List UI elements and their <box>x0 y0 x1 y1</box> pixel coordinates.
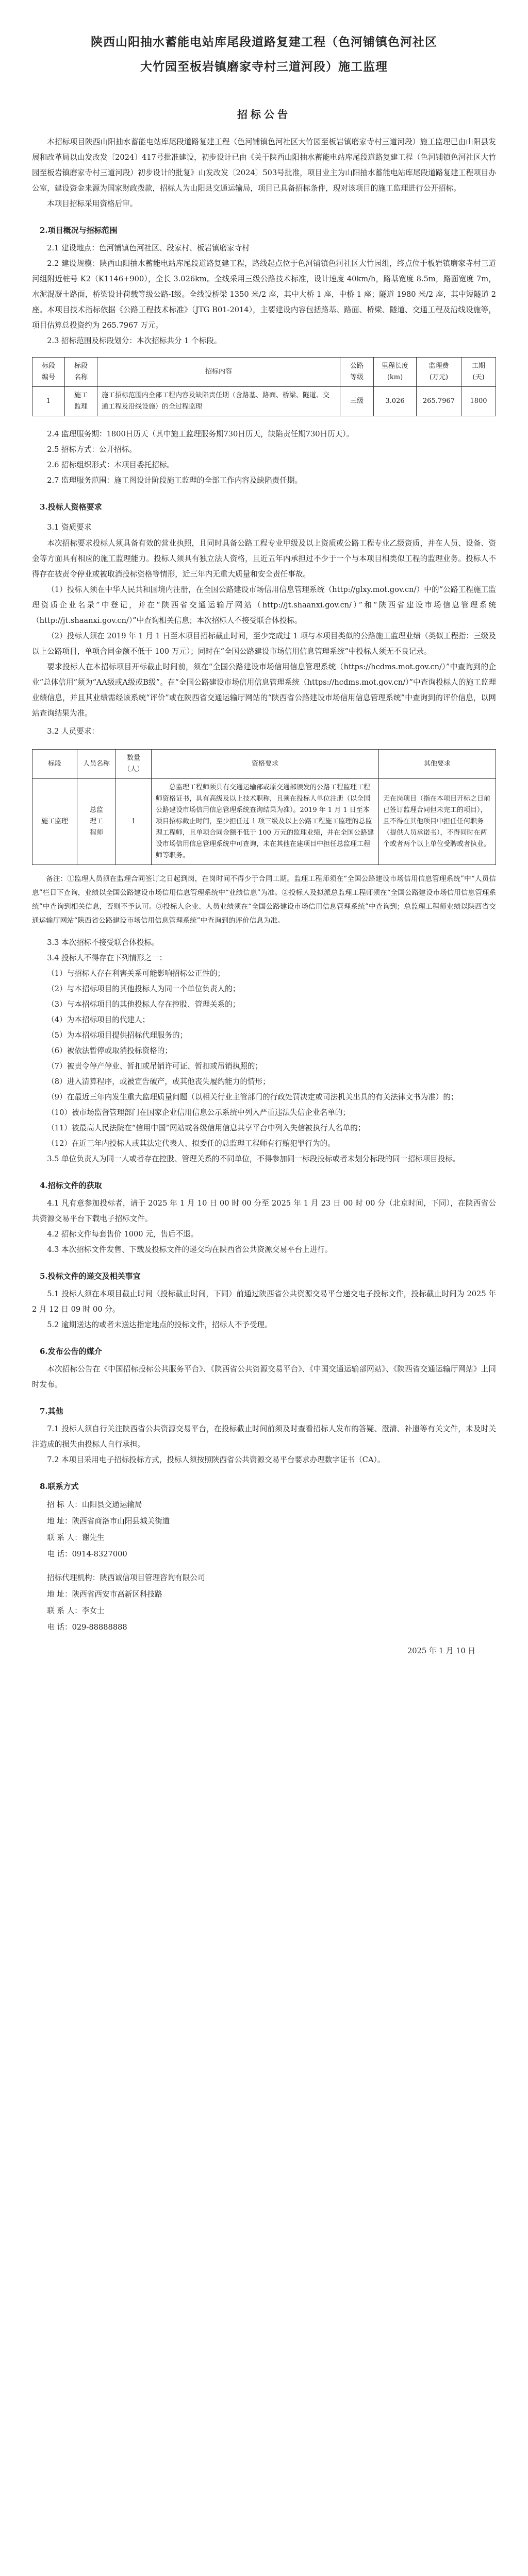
section-documents-heading: 4.招标文件的获取 <box>40 1181 102 1190</box>
section-project-overview-heading: 2.项目概况与招标范围 <box>40 226 118 235</box>
exclusion-item: 3.5 单位负责人为同一人或者存在控股、管理关系的不同单位，不得参加同一标段投标或者未划分标段的同一招标项目投标。 <box>47 1155 460 1163</box>
intro-paragraph-1: 本招标项目陕西山阳抽水蓄能电站库尾段道路复建工程（色河铺镇色河社区大竹园至板岩镇磨家寺村三道河段）施工监理已由山阳县发展和改革局以山发改发〔2024〕417号批准建设，初步设计已由《关于陕西山阳抽水蓄能电站库尾段道路复建工程（色河铺镇色河社区大竹园至板岩镇磨家寺村三道河段）初步设计的批复》山发改发〔2024〕503号批准，项目业主为山阳抽水蓄能电站库尾段道路复建工程项目办公室，建设资金来源为国家财政拨款，招标人为山阳县交通运输局，项目已具备招标条件，现对该项目的施工监理进行公开招标。 <box>32 138 496 193</box>
media-text: 本次招标公告在《中国招标投标公共服务平台》、《陕西省公共资源交易平台》、《中国交通运输部网站》、《陕西省交通运输厅网站》上同时发布。 <box>32 1365 496 1389</box>
exclusion-item: （6）被依法暂停或取消投标资格的； <box>47 1046 172 1055</box>
title-line-2: 大竹园至板岩镇磨家寺村三道河段）施工监理 <box>140 60 388 74</box>
section-contact-heading: 8.联系方式 <box>40 1482 79 1491</box>
table-cell: 1 <box>32 387 65 416</box>
exclusion-item: （10）被市场监督管理部门在国家企业信用信息公示系统中列入严重违法失信企业名单的； <box>47 1108 350 1117</box>
exclusion-item: （1）与招标人存在利害关系可能影响招标公正性的； <box>47 969 225 978</box>
agent-contact: 联 系 人：李女士 <box>47 1606 105 1615</box>
page-title <box>32 30 496 79</box>
table-header-cell: 工期 (天) <box>461 358 496 387</box>
personnel-table <box>32 749 496 865</box>
section-submission-heading: 5.投标文件的递交及相关事宜 <box>40 1272 141 1281</box>
table-header-cell: 人员名称 <box>77 750 116 779</box>
table-header-cell: 公路 等级 <box>340 358 374 387</box>
table-header-cell: 标段 名称 <box>65 358 97 387</box>
joint-bid-rule: 3.3 本次招标不接受联合体投标。 <box>47 938 159 947</box>
submission-item-2: 5.2 逾期送达的或者未送达指定地点的投标文件，招标人不予受理。 <box>47 1320 272 1329</box>
documents-item-2: 4.2 招标文件每套售价 1000 元，售后不退。 <box>47 1230 199 1239</box>
personnel-caption: 3.2 人员要求： <box>47 727 100 736</box>
table-cell: 施工监理 <box>32 779 77 865</box>
section-media-heading: 6.发布公告的媒介 <box>40 1347 102 1356</box>
agent-label: 招标代理机构： <box>47 1573 100 1582</box>
section-other-heading: 7.其他 <box>40 1406 63 1416</box>
tender-method: 2.5 招标方式：公开招标。 <box>47 445 137 454</box>
exclusion-item: （8）进入清算程序，或被宣告破产，或其他丧失履约能力的情形； <box>47 1077 270 1086</box>
exclusion-item: （9）在最近三年内发生重大监理质量问题（以相关行业主管部门的行政处罚决定或司法机关出具的有关法律文书为准）的； <box>47 1093 458 1101</box>
tender-organization: 2.6 招标组织形式：本项目委托招标。 <box>47 461 174 469</box>
project-scope: 2.3 招标范围及标段划分：本次招标共分 1 个标段。 <box>47 336 222 345</box>
qualification-paragraph-2: （1）投标人须在中华人民共和国境内注册，在全国公路建设市场信用信息管理系统（http://glxy.mot.gov.cn/）中的“公路工程施工监理资质企业名录”中登记，并在“陕西省交通运输厅网站（http://jt.shaanxi.gov.cn/）”和“陕西省建设市场信息管理系统（http://jt.shaanxi.gov.cn/）”中查询相关信息；本次招标人不接受联合体投标。 <box>32 585 496 625</box>
project-scale: 2.2 建设规模：陕西山阳抽水蓄能电站库尾段道路复建工程，路线起点位于色河铺镇色河社区大竹园组，终点位于板岩镇磨家寺村三道河组附近桩号 K2（K1146+900），全长 3.026km。全线采用三级公路技术标准，设计速度 40km/h，路基宽度 8.5m，路面宽度 7m，水泥混凝土路面，桥梁设计荷载等级公路-Ⅰ级。全线设桥梁 1350 米/2 座，其中大桥 1 座，中桥 1 座；隧道 1980 米/2 座，其中短隧道 2 座。本项目技术指标依据《公路工程技术标准》（JTG B01-2014），主要建设内容包括路基、路面、桥梁、隧道、交通工程及沿线设施等，项目估算总投资约为 265.7967 万元。 <box>32 259 496 330</box>
announcement-date: 2025 年 1 月 10 日 <box>407 1647 475 1655</box>
exclusion-intro: 3.4 投标人不得存在下列情形之一： <box>47 954 167 962</box>
tenderer-address: 地 址：陕西省商洛市山阳县城关街道 <box>47 1517 170 1526</box>
qualification-paragraph-4: 要求投标人在本招标项目开标截止时间前，须在“全国公路建设市场信用信息管理系统（https://hcdms.mot.gov.cn/）”中查询到的企业“总体信用”须为“AA级或A级或B级”。在“全国公路建设市场信用信息管理系统（https://hcdms.mot.gov.cn/）”中查询投标人的施工监理业绩信息，并且其业绩需经该系统“评价”或在陕西省交通运输厅网站的“陕西省公路建设市场信用信息管理系统”中查询到的评价信息，以网站查询结果为准。 <box>32 663 496 718</box>
page-subtitle: 招标公告 <box>237 108 291 121</box>
table-cell: 施工招标范围内全部工程内容及缺陷责任期（含路基、路面、桥梁、隧道、交通工程及沿线设施）的全过程监理 <box>97 387 340 416</box>
table-cell: 1800 <box>461 387 496 416</box>
submission-item-1: 5.1 投标人须在本项目截止时间（投标截止时间，下同）前通过陕西省公共资源交易平台递交电子投标文件，投标截止时间为 2025 年 2 月 12 日 09 时 00 分。 <box>32 1290 496 1314</box>
announcement-document <box>32 0 496 1659</box>
table-header-row <box>32 358 496 387</box>
exclusion-item: （7）被责令停产停业、暂扣或吊销许可证、暂扣或吊销执照的； <box>47 1062 263 1071</box>
table-header-cell: 招标内容 <box>97 358 340 387</box>
tenderer-line <box>32 1497 496 1513</box>
section-qualification-heading: 3.投标人资格要求 <box>40 502 102 512</box>
exclusion-item: （3）与本招标项目的其他投标人存在控股、管理关系的； <box>47 1000 240 1009</box>
agent-line <box>32 1570 496 1586</box>
qualification-paragraph-1: 本次招标要求投标人须具备有效的营业执照，且同时具备公路工程专业甲级及以上资质或公路工程专业乙级资质，并在人员、设备、资金等方面具有相应的施工监理能力。投标人须具有独立法人资格，且近五年内承担过不少于一个与本项目相类似工程的监理业务。投标人不得存在被责令停业或被取消投标资格等情形，近三年内无重大质量和安全责任事故。 <box>32 539 496 579</box>
table-cell: 施工 监理 <box>65 387 97 416</box>
tenderer-contact: 联 系 人：谢先生 <box>47 1533 105 1542</box>
documents-item-1: 4.1 凡有意参加投标者，请于 2025 年 1 月 10 日 00 时 00 分至 2025 年 1 月 23 日 00 时 00 分（北京时间，下同），在陕西省公共资源交易平台下载电子招标文件。 <box>32 1199 496 1223</box>
table-header-cell: 标段 编号 <box>32 358 65 387</box>
table-header-cell: 数量 （人） <box>116 750 152 779</box>
tenderer-name: 山阳县交通运输局 <box>81 1500 142 1509</box>
tenderer-phone: 电 话：0914-8327000 <box>47 1550 127 1558</box>
table-row <box>32 779 496 865</box>
table-cell: 1 <box>116 779 152 865</box>
table-cell: 总监理工程师须具有交通运输部或原交通部颁发的公路工程监理工程师资格证书，具有高级及以上技术职称，且须在投标人单位注册（以全国公路建设市场信用信息管理系统查询结果为准）。2019 年 1 月 1 日至本项目招标截止时间，至少担任过 1 项三级及以上公路工程施工监理的总监理工程师，且单项合同金额不低于 100 万元的监理业绩，并在全国公路建设市场信用信息管理系统中可查询，未在其他在建项目中担任总监理工程师等职务。 <box>152 779 379 865</box>
table-cell: 三级 <box>340 387 374 416</box>
table-row <box>32 387 496 416</box>
qualification-paragraph-3: （2）投标人须在 2019 年 1 月 1 日至本项目招标截止时间，至少完成过 1 项与本项目类似的公路施工监理业绩（类似工程指：三级及以上公路项目，单项合同金额不低于 100 万元）；同时在“全国公路建设市场信用信息管理系统”中投标人须无不良记录。 <box>32 632 496 656</box>
table-cell: 无在岗项目（指在本项目开标之日前已签订监理合同但未完工的项目），且不得在其他项目中担任任何职务（提供人员承诺书），不得同时在两个或者两个以上单位受聘或者执业。 <box>379 779 496 865</box>
table-cell: 265.7967 <box>417 387 461 416</box>
tender-sections-table <box>32 357 496 416</box>
service-period: 2.4 监理服务期：1800日历天（其中施工监理服务期730日历天，缺陷责任期730日历天）。 <box>47 430 354 438</box>
agent-address: 地 址：陕西省西安市高新区科技路 <box>47 1590 162 1599</box>
tenderer-label: 招 标 人： <box>47 1500 82 1509</box>
agent-phone: 电 话：029-88888888 <box>47 1623 127 1632</box>
service-scope: 2.7 监理服务范围：施工图设计阶段施工监理的全部工作内容及缺陷责任期。 <box>47 476 303 485</box>
personnel-note: 备注：①监理人员须在监理合同签订之日起到岗，在岗时间不得少于合同工期。监理工程师须在“全国公路建设市场信用信息管理系统”中“人员信息”栏目下查询，业绩以全国公路建设市场信用信息管理系统中“业绩信息”为准。②投标人及拟派总监理工程师须在“全国公路建设市场信用信息管理系统”中查询到相关信息，否则不予认可。③投标人企业、人员业绩须在“全国公路建设市场信用信息管理系统”中查询到；总监理工程师业绩以陕西省交通运输厅网站“陕西省公路建设市场信用信息管理系统”中查询到的评价信息为准。 <box>32 875 496 925</box>
title-line-1: 陕西山阳抽水蓄能电站库尾段道路复建工程（色河铺镇色河社区 <box>91 35 437 49</box>
table-header-cell: 里程长度 (km) <box>374 358 417 387</box>
qualification-subheading: 3.1 资质要求 <box>47 523 92 532</box>
table-header-cell: 标段 <box>32 750 77 779</box>
intro-paragraph-2: 本项目招标采用资格后审。 <box>47 199 138 208</box>
table-cell: 3.026 <box>374 387 417 416</box>
table-header-cell: 其他要求 <box>379 750 496 779</box>
documents-item-3: 4.3 本次招标文件发售、下载及投标文件的递交均在陕西省公共资源交易平台上进行。 <box>47 1245 333 1254</box>
exclusion-item: （11）被最高人民法院在“信用中国”网站或各级信用信息共享平台中列入失信被执行人名单的； <box>47 1124 366 1132</box>
other-item-1: 7.1 投标人须自行关注陕西省公共资源交易平台，在投标截止时间前须及时查看招标人发布的答疑、澄清、补遗等有关文件，未及时关注造成的损失由投标人自行承担。 <box>32 1425 496 1449</box>
exclusion-item: （4）为本招标项目的代建人； <box>47 1015 150 1024</box>
table-header-cell: 监理费 (万元) <box>417 358 461 387</box>
exclusion-item: （12）在近三年内投标人或其法定代表人、拟委任的总监理工程师有行贿犯罪行为的。 <box>47 1139 335 1148</box>
exclusion-item: （5）为本招标项目提供招标代理服务的； <box>47 1031 188 1040</box>
other-item-2: 7.2 本项目采用电子招标投标方式，投标人须按照陕西省公共资源交易平台要求办理数字证书（CA）。 <box>47 1455 385 1464</box>
project-location: 2.1 建设地点：色河铺镇色河社区、段家村、板岩镇磨家寺村 <box>47 244 250 252</box>
agent-name: 陕西诚信项目管理咨询有限公司 <box>100 1573 205 1582</box>
table-header-row <box>32 750 496 779</box>
table-header-cell: 资格要求 <box>152 750 379 779</box>
exclusion-item: （2）与本招标项目的其他投标人为同一个单位负责人的； <box>47 985 240 993</box>
table-cell: 总监 理工 程师 <box>77 779 116 865</box>
